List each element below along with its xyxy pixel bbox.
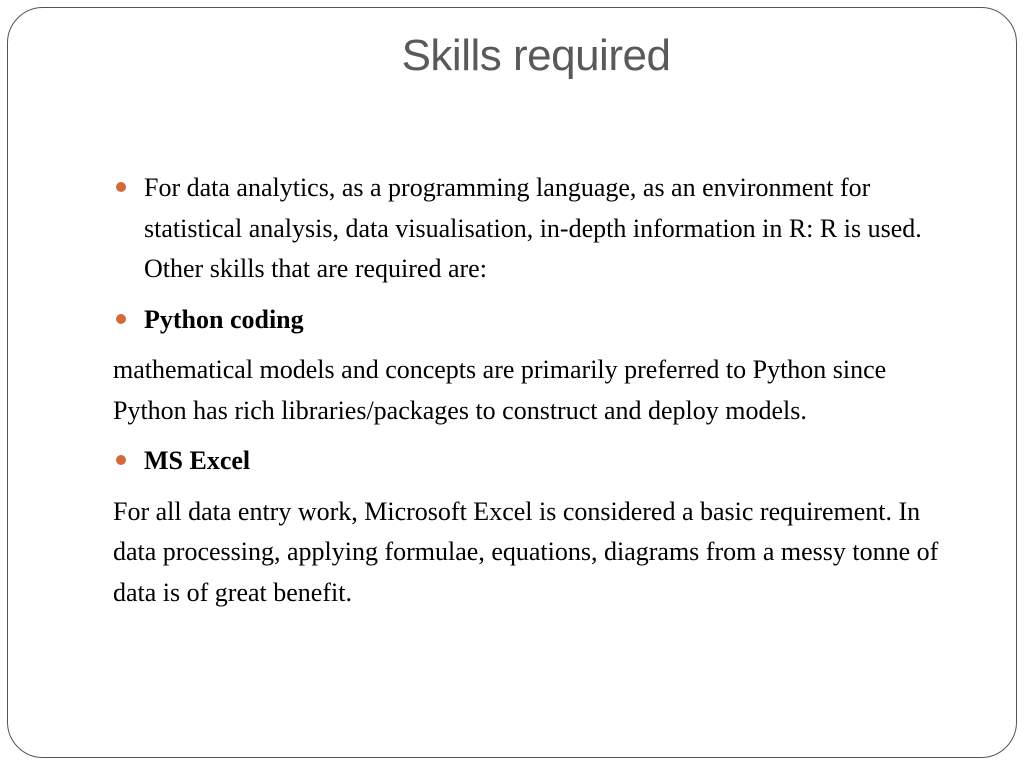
bullet-python-coding: Python coding: [113, 300, 973, 341]
bullet-intro: For data analytics, as a programming language, as an environment for statistical analysis, data visualisation, in-depth information in R: R is used. Other skills that are required are:: [113, 168, 973, 290]
bullet-ms-excel: MS Excel: [113, 441, 973, 482]
slide-title: Skills required: [401, 31, 671, 80]
ms-excel-description: For all data entry work, Microsoft Excel is considered a basic requirement. In data processing, applying formulae, equations, diagrams from a messy tonne of data is of great benefit.: [113, 496, 939, 607]
python-coding-description: mathematical models and concepts are primarily preferred to Python since Python has rich libraries/packages to construct and deploy models.: [113, 355, 887, 425]
slide-body: [113, 168, 973, 623]
